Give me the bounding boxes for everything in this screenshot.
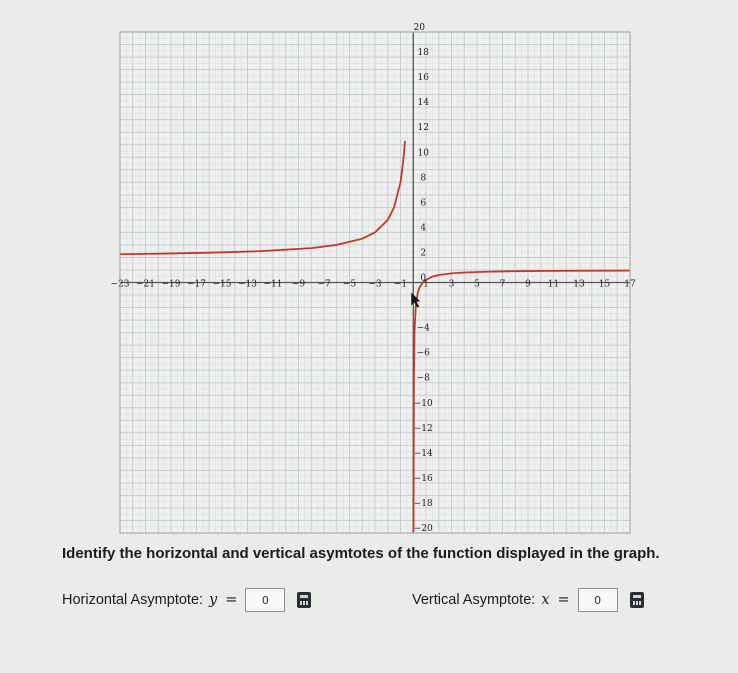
x-tick-label: 11	[547, 279, 560, 290]
y-tick-label: −18	[413, 498, 433, 509]
x-tick-label: −5	[342, 279, 357, 290]
x-tick-label: 17	[624, 279, 636, 290]
horizontal-asymptote-label: Horizontal Asymptote:	[62, 592, 204, 608]
horizontal-asymptote-input[interactable]	[245, 588, 285, 612]
calculator-icon[interactable]	[297, 592, 311, 608]
y-tick-label: −8	[416, 373, 430, 384]
y-tick-label: 16	[417, 73, 429, 84]
vertical-asymptote-input[interactable]	[578, 588, 618, 612]
x-tick-label: 9	[525, 279, 531, 290]
y-tick-label: 10	[417, 148, 429, 159]
vertical-variable: x	[541, 592, 550, 608]
vertical-asymptote-label: Vertical Asymptote:	[412, 592, 536, 608]
y-tick-label: −16	[413, 473, 433, 484]
question-text: Identify the horizontal and vertical asymtotes of the function displayed in the graph.	[62, 545, 660, 562]
y-tick-label: 4	[420, 223, 427, 234]
y-tick-label: −4	[416, 323, 430, 334]
x-tick-label: 3	[448, 279, 455, 290]
x-tick-label: −13	[238, 279, 257, 290]
y-tick-label: −10	[413, 398, 433, 409]
x-tick-label: −17	[187, 279, 206, 290]
x-tick-label: 1	[423, 279, 429, 290]
horizontal-asymptote-row	[62, 588, 311, 612]
horizontal-equals: =	[225, 592, 238, 608]
x-tick-label: −9	[291, 279, 306, 290]
y-tick-label: 14	[417, 98, 429, 109]
x-tick-label: −11	[263, 279, 283, 290]
x-tick-label: −3	[368, 279, 382, 290]
x-tick-label: −21	[136, 279, 155, 290]
y-tick-label: −12	[413, 423, 433, 434]
vertical-equals: =	[557, 592, 570, 608]
x-tick-label: −1	[393, 279, 408, 290]
vertical-asymptote-row	[412, 588, 644, 612]
y-tick-label: 8	[420, 173, 427, 184]
y-tick-label: 0	[420, 273, 427, 284]
x-tick-label: −19	[161, 279, 181, 290]
horizontal-variable: y	[209, 592, 218, 608]
x-tick-label: −7	[317, 279, 331, 290]
y-tick-label: 18	[417, 48, 429, 59]
y-tick-label: 12	[417, 123, 429, 134]
y-tick-label: 6	[420, 198, 427, 209]
y-tick-label: −14	[413, 448, 433, 459]
y-tick-label: 2	[420, 248, 427, 259]
calculator-icon[interactable]	[630, 592, 644, 608]
x-tick-label: 5	[474, 279, 480, 290]
y-tick-label: −6	[416, 348, 430, 359]
x-tick-label: −23	[110, 279, 130, 290]
x-tick-label: 15	[598, 279, 611, 290]
y-tick-label: −20	[413, 524, 433, 534]
x-tick-label: 7	[499, 279, 506, 290]
x-tick-label: 13	[573, 279, 585, 290]
x-tick-label: −15	[212, 279, 232, 290]
y-tick-label: 20	[413, 23, 425, 33]
